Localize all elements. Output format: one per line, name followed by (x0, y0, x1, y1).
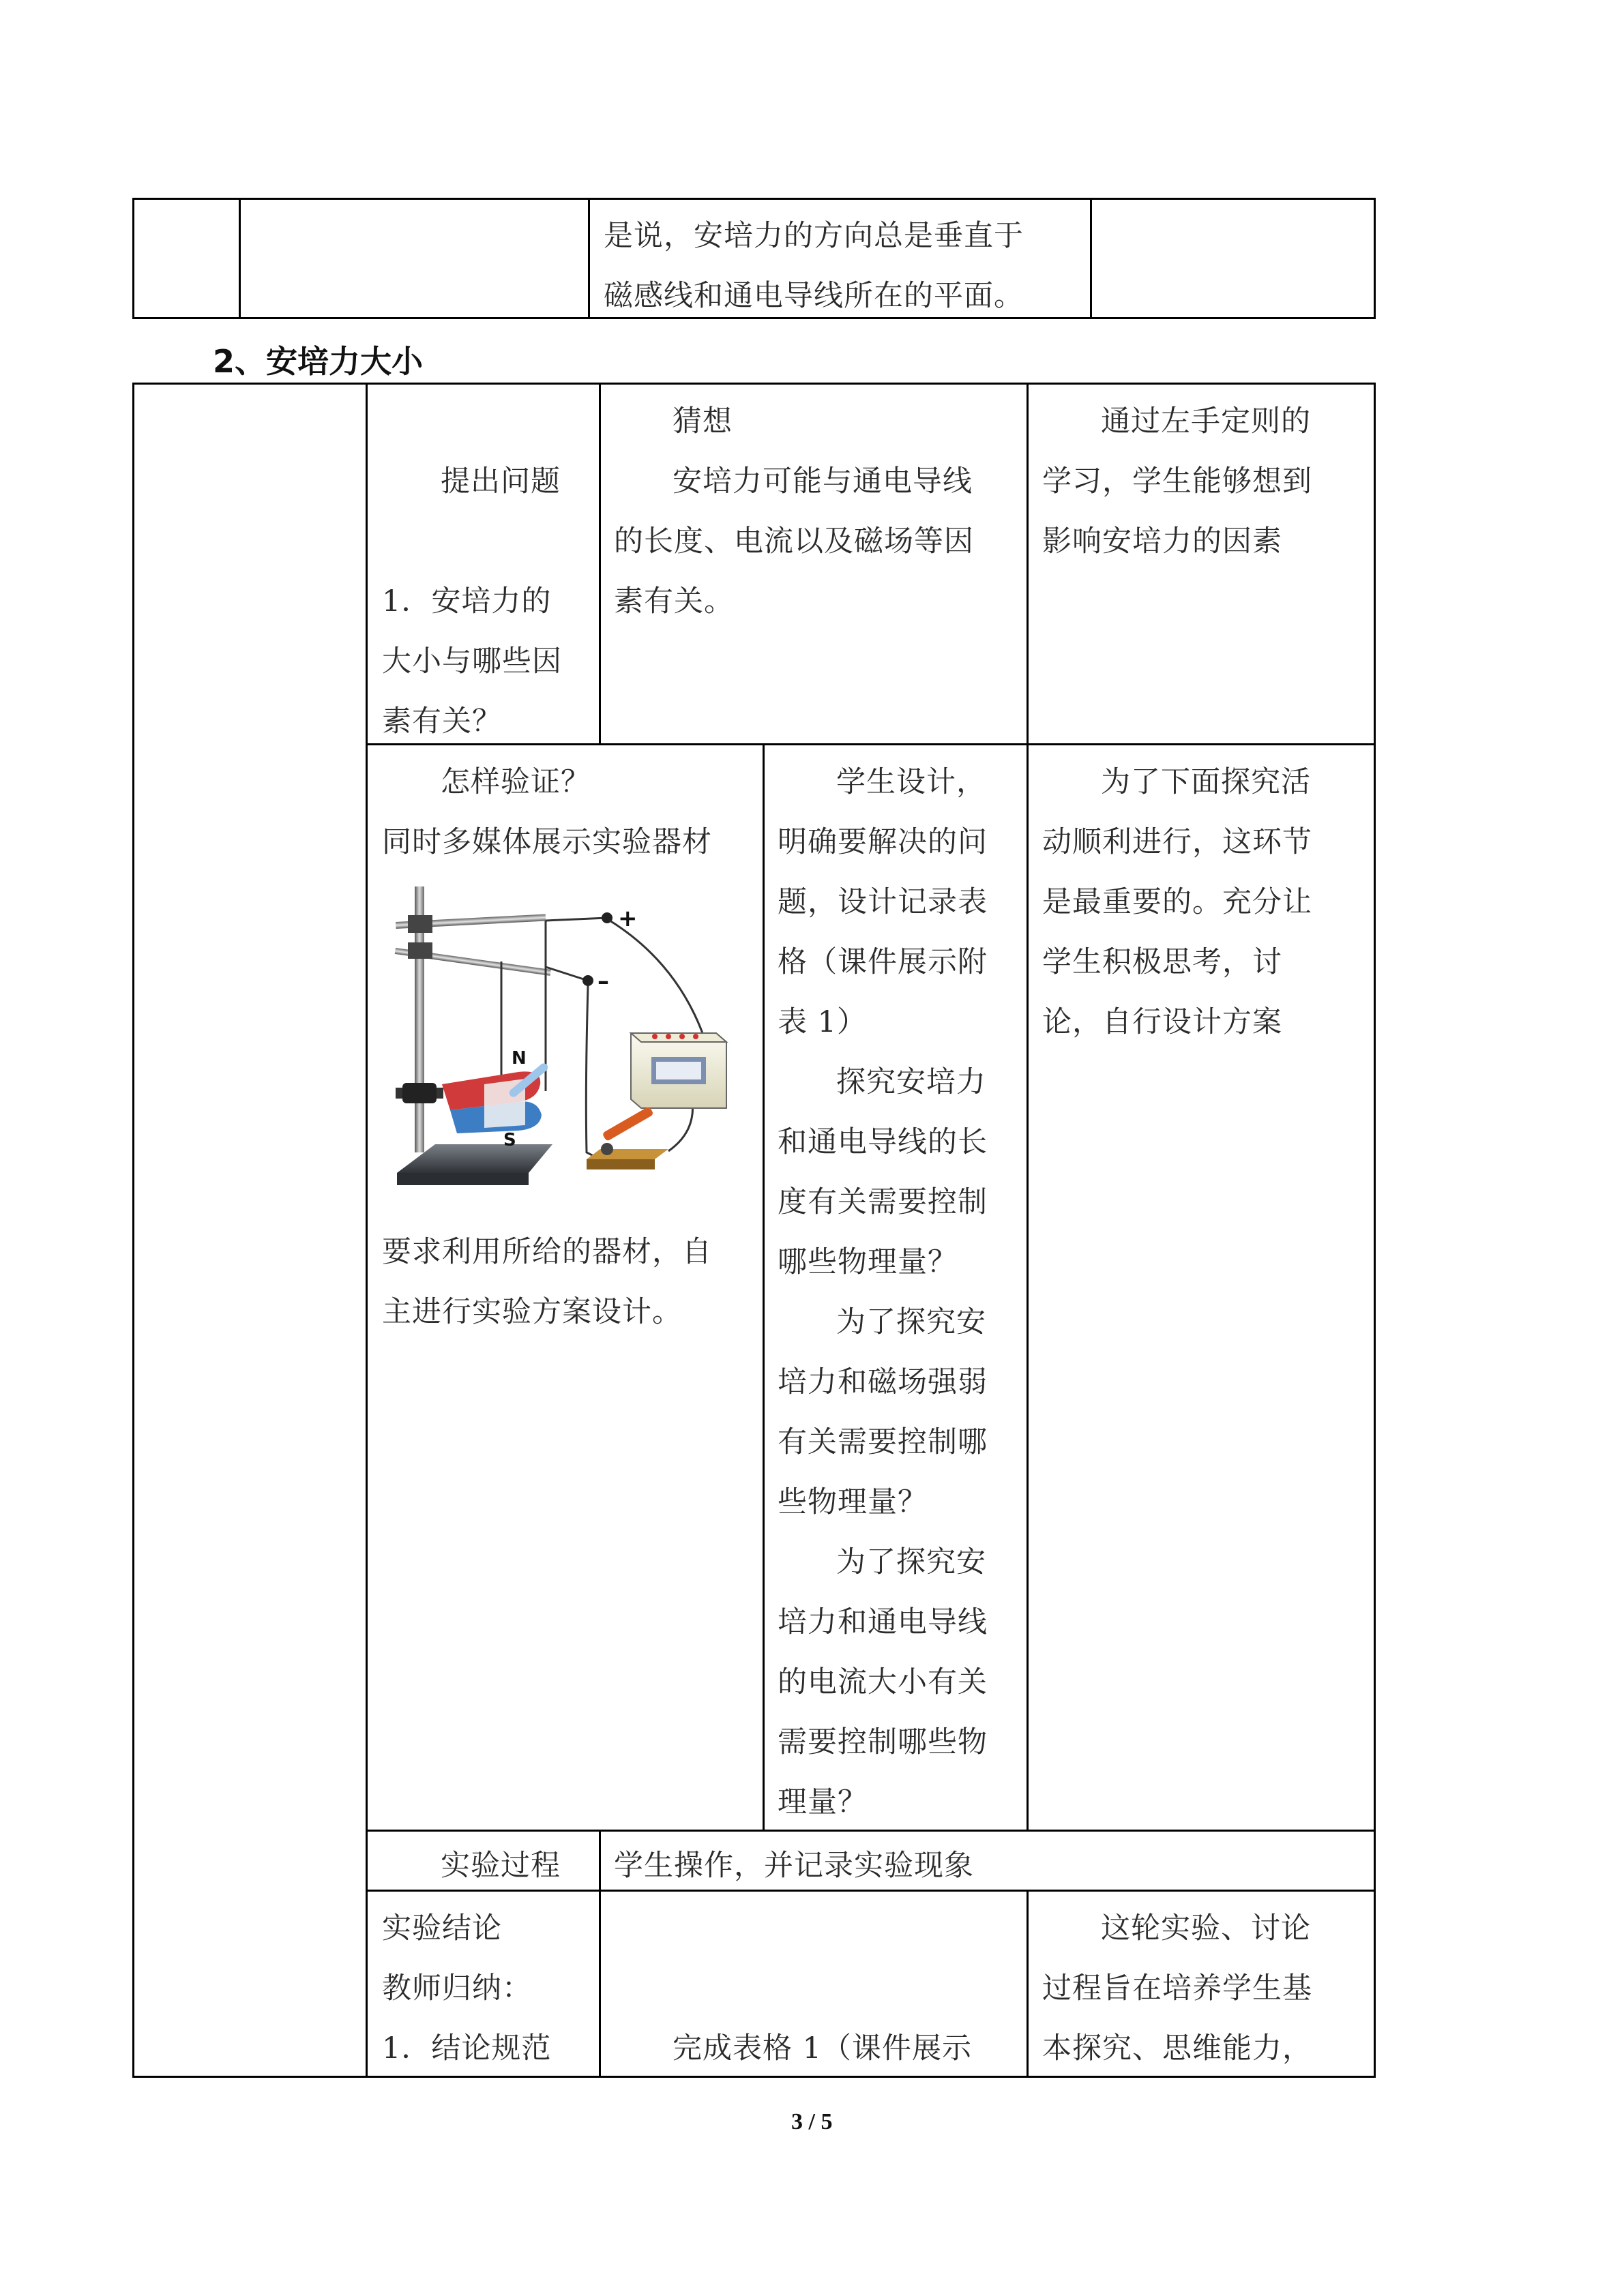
design-intent-line: 学生积极思考，讨 (1042, 945, 1282, 979)
question-line-3: 素有关？ (382, 704, 502, 739)
student-line: 培力和通电导线 (778, 1605, 988, 1639)
student-line: 哪些物理量？ (778, 1245, 958, 1279)
experiment-process-text: 学生操作，并记录实验现象 (614, 1849, 974, 1883)
propose-question-label: 提出问题 (441, 464, 561, 498)
knife-switch (587, 1106, 668, 1169)
student-line: 培力和磁场强弱 (778, 1365, 988, 1399)
hypothesis-line-3: 素有关。 (614, 584, 734, 618)
question-line-1: 1．安培力的 (382, 584, 552, 618)
design-instruction-1: 要求利用所给的器材，自 (382, 1235, 712, 1269)
experiment-apparatus-illustration (382, 880, 750, 1193)
south-label: S (503, 1130, 516, 1150)
student-line: 为了探究安 (836, 1545, 986, 1579)
student-line: 学生设计， (836, 765, 986, 799)
conclusion-line-3: 1．结论规范 (382, 2031, 552, 2066)
north-label: N (512, 1048, 527, 1069)
design-intent-line: 为了下面探究活 (1101, 765, 1311, 799)
conclusion-intent-2: 过程旨在培养学生基 (1042, 1971, 1312, 2006)
question-line-2: 大小与哪些因 (382, 644, 562, 679)
conclusion-line-2: 教师归纳： (382, 1971, 532, 2006)
minus-sign: – (597, 968, 609, 995)
complete-table-text: 完成表格 1（课件展示 (673, 2031, 973, 2066)
intent-line-2: 学习，学生能够想到 (1042, 464, 1312, 498)
conclusion-intent-3: 本探究、思维能力， (1042, 2031, 1312, 2066)
student-line: 题，设计记录表 (778, 885, 988, 919)
student-line: 理量？ (778, 1785, 868, 1819)
design-instruction-2: 主进行实验方案设计。 (382, 1295, 682, 1329)
student-line: 的电流大小有关 (778, 1665, 988, 1699)
design-intent-line: 动顺利进行，这环节 (1042, 825, 1312, 859)
student-line: 为了探究安 (836, 1305, 986, 1339)
intent-line-1: 通过左手定则的 (1101, 404, 1311, 438)
design-intent-line: 是最重要的。充分让 (1042, 885, 1312, 919)
conclusion-intent-1: 这轮实验、讨论 (1101, 1911, 1311, 1945)
hypothesis-line-2: 的长度、电流以及磁场等因 (614, 524, 974, 558)
student-line: 些物理量？ (778, 1485, 928, 1519)
student-line: 和通电导线的长 (778, 1125, 988, 1159)
hypothesis-label: 猜想 (673, 404, 733, 438)
intent-line-3: 影响安培力的因素 (1042, 524, 1282, 558)
how-to-verify: 怎样验证？ (441, 765, 591, 799)
negative-terminal (582, 975, 593, 986)
student-line: 探究安培力 (836, 1065, 986, 1099)
top-table-cell-text-1: 是说，安培力的方向总是垂直于 (604, 219, 1024, 253)
student-line: 有关需要控制哪 (778, 1425, 988, 1459)
plus-sign: + (618, 905, 638, 932)
design-intent-line: 论，自行设计方案 (1042, 1005, 1282, 1039)
student-line: 度有关需要控制 (778, 1185, 988, 1219)
top-table-cell-text-2: 磁感线和通电导线所在的平面。 (604, 279, 1024, 313)
experiment-process-label: 实验过程 (441, 1849, 561, 1883)
hypothesis-line-1: 安培力可能与通电导线 (673, 464, 973, 498)
section-heading: 2、安培力大小 (213, 343, 424, 380)
page-number: 3 / 5 (791, 2109, 833, 2134)
student-line: 表 1） (778, 1005, 868, 1039)
student-line: 需要控制哪些物 (778, 1725, 988, 1759)
student-line: 格（课件展示附 (778, 945, 988, 979)
show-apparatus-text: 同时多媒体展示实验器材 (382, 825, 712, 859)
student-line: 明确要解决的问 (778, 825, 988, 859)
conclusion-line-1: 实验结论 (382, 1911, 502, 1945)
battery (631, 1033, 726, 1108)
